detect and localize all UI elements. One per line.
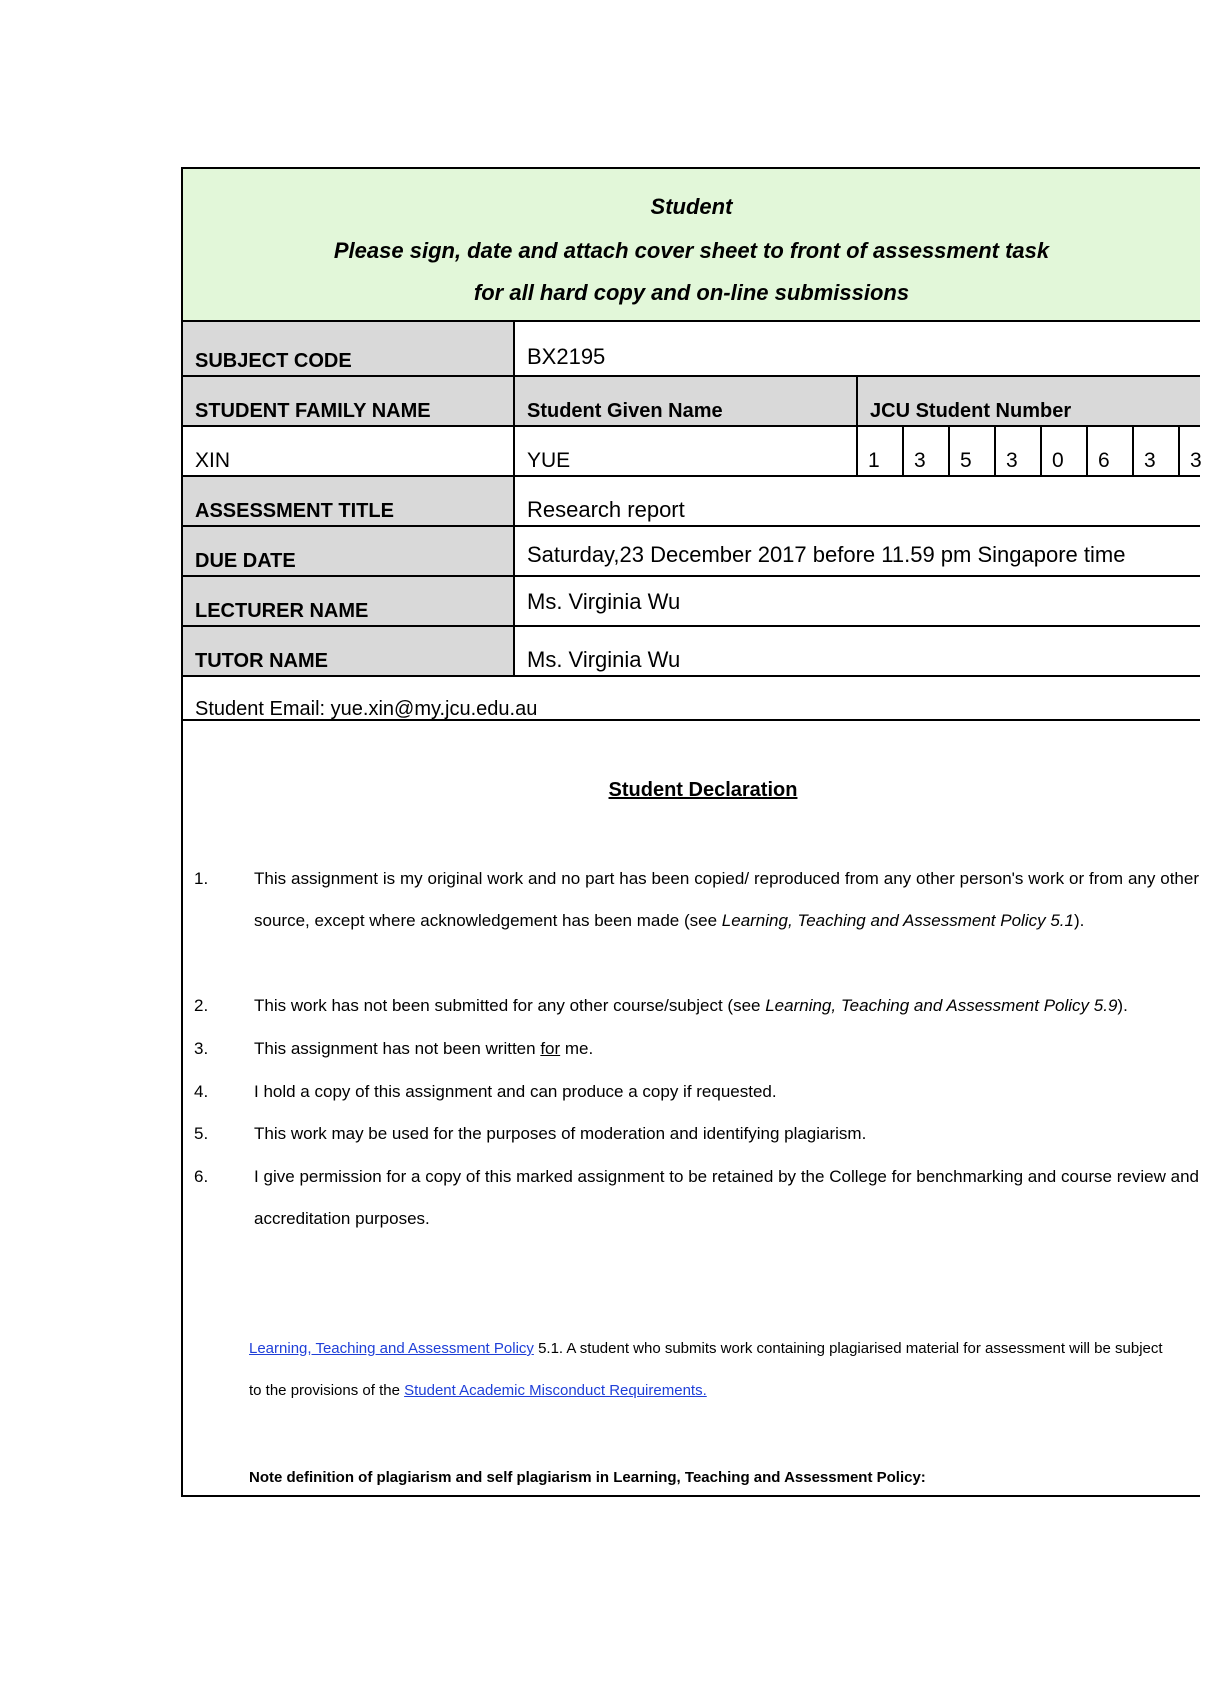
family-name-value-cell [183,427,513,475]
student-number-label: JCU Student Number [870,400,1072,422]
lecturer-label: LECTURER NAME [195,600,369,622]
declaration-title: Student Declaration [608,779,798,801]
email-label: Student Email: [195,698,326,720]
row-name-headers [183,377,1200,427]
tutor-label: TUTOR NAME [195,650,328,672]
student-number-digit: 0 [1040,427,1086,475]
due-date-label-cell [183,527,513,575]
student-number-digit: 6 [1086,427,1132,475]
student-number-digit: 5 [948,427,994,475]
subject-code-value: BX2195 [527,344,606,369]
student-number-digit: 1 [856,427,902,475]
student-number-digit: 3 [902,427,948,475]
email-line [195,698,537,721]
given-name-value-cell [513,427,856,475]
tutor-label-cell [183,627,513,675]
family-name-label-cell [183,377,513,425]
header-line-3: for all hard copy and on-line submissions [473,280,910,305]
due-date-value: Saturday,23 December 2017 before 11.59 pm Singapore time [527,542,1126,567]
subject-code-value-cell [513,322,1200,375]
subject-code-label: SUBJECT CODE [195,350,352,372]
student-number-digit: 3 [994,427,1040,475]
cover-header [183,169,1200,322]
lecturer-value-cell [513,577,1200,625]
given-name-value: YUE [527,449,571,472]
given-name-label: Student Given Name [527,400,723,422]
lecturer-value: Ms. Virginia Wu [527,589,681,614]
misconduct-link[interactable]: Student Academic Misconduct Requirements. [404,1382,707,1399]
policy-link[interactable]: Learning, Teaching and Assessment Policy [249,1340,534,1357]
row-email [183,677,1200,721]
family-name-label: STUDENT FAMILY NAME [195,400,431,422]
row-due-date [183,527,1200,577]
row-name-values [183,427,1200,477]
lecturer-label-cell [183,577,513,625]
header-line-2: Please sign, date and attach cover sheet to front of assessment task [333,238,1050,263]
given-name-label-cell [513,377,856,425]
row-lecturer [183,577,1200,627]
policy-paragraph: Learning, Teaching and Assessment Policy 5.1. A student who submits work containing plagiarised material for assessment will be subject to the provisions of the Student Academic Misconduct Requirements. [249,1340,1163,1399]
tutor-value: Ms. Virginia Wu [527,647,681,672]
due-date-value-cell [513,527,1200,575]
due-date-label: DUE DATE [195,550,296,572]
student-number-digit: 3 [1132,427,1178,475]
plagiarism-note: Note definition of plagiarism and self plagiarism in Learning, Teaching and Assessment Policy: [249,1469,926,1486]
cover-sheet: Student Please sign, date and attach cover sheet to front of assessment task for all hard copy and on-line submissions SUBJECT CODE BX2195 STUDENT FAMILY NAME Student Given Name JCU Student Number XIN YUE 1 3 5 3 0 6 3 3 ASSESSMENT TITLE Research report DUE DATE Saturday,23 December 2017 before 11.59 pm Singapore time LECTURER NAME Ms. Virginia Wu TUTOR NAME Ms. Virginia Wu Student Email: yue.xin@my.jcu.edu.au Student Declaration 1. This assignment is my original work and no part has been copied/ reproduced from any other person's work or from any other source, except where acknowledgement has been made (see Learning, Teaching and Assessment Policy 5.1). 2. This work has not been submitted for any other course/subject (see Learning, Teaching and Assessment Policy 5.9). 3. This assignment has not been written for me. 4. I hold a copy of this assignment and can produce a copy if requested. 5. This work may be used for the purposes of moderation and identifying plagiarism. 6. I give permission for a copy of this marked assignment to be retained by the College for benchmarking and course review and accreditation purposes. Learning, Teaching and Assessment Policy 5.1. A student who submits work containing plagiarised material for assessment will be subject to the provisions of the Student Academic Misconduct Requirements. Note definition of plagiarism and self plagiarism in Learning, Teaching and Assessment Policy: [181,167,1200,1497]
student-number-digit: 3 [1178,427,1224,475]
tutor-value-cell [513,627,1200,675]
email-value: yue.xin@my.jcu.edu.au [330,698,538,720]
family-name-value: XIN [195,449,231,472]
subject-code-label-cell [183,322,513,375]
assessment-title-label: ASSESSMENT TITLE [195,500,394,522]
header-line-1: Student [650,194,733,219]
row-subject-code [183,322,1200,377]
student-number-label-cell [856,377,1200,425]
row-tutor [183,627,1200,677]
assessment-title-value-cell [513,477,1200,525]
row-assessment-title [183,477,1200,527]
assessment-title-label-cell [183,477,513,525]
assessment-title-value: Research report [527,497,685,522]
